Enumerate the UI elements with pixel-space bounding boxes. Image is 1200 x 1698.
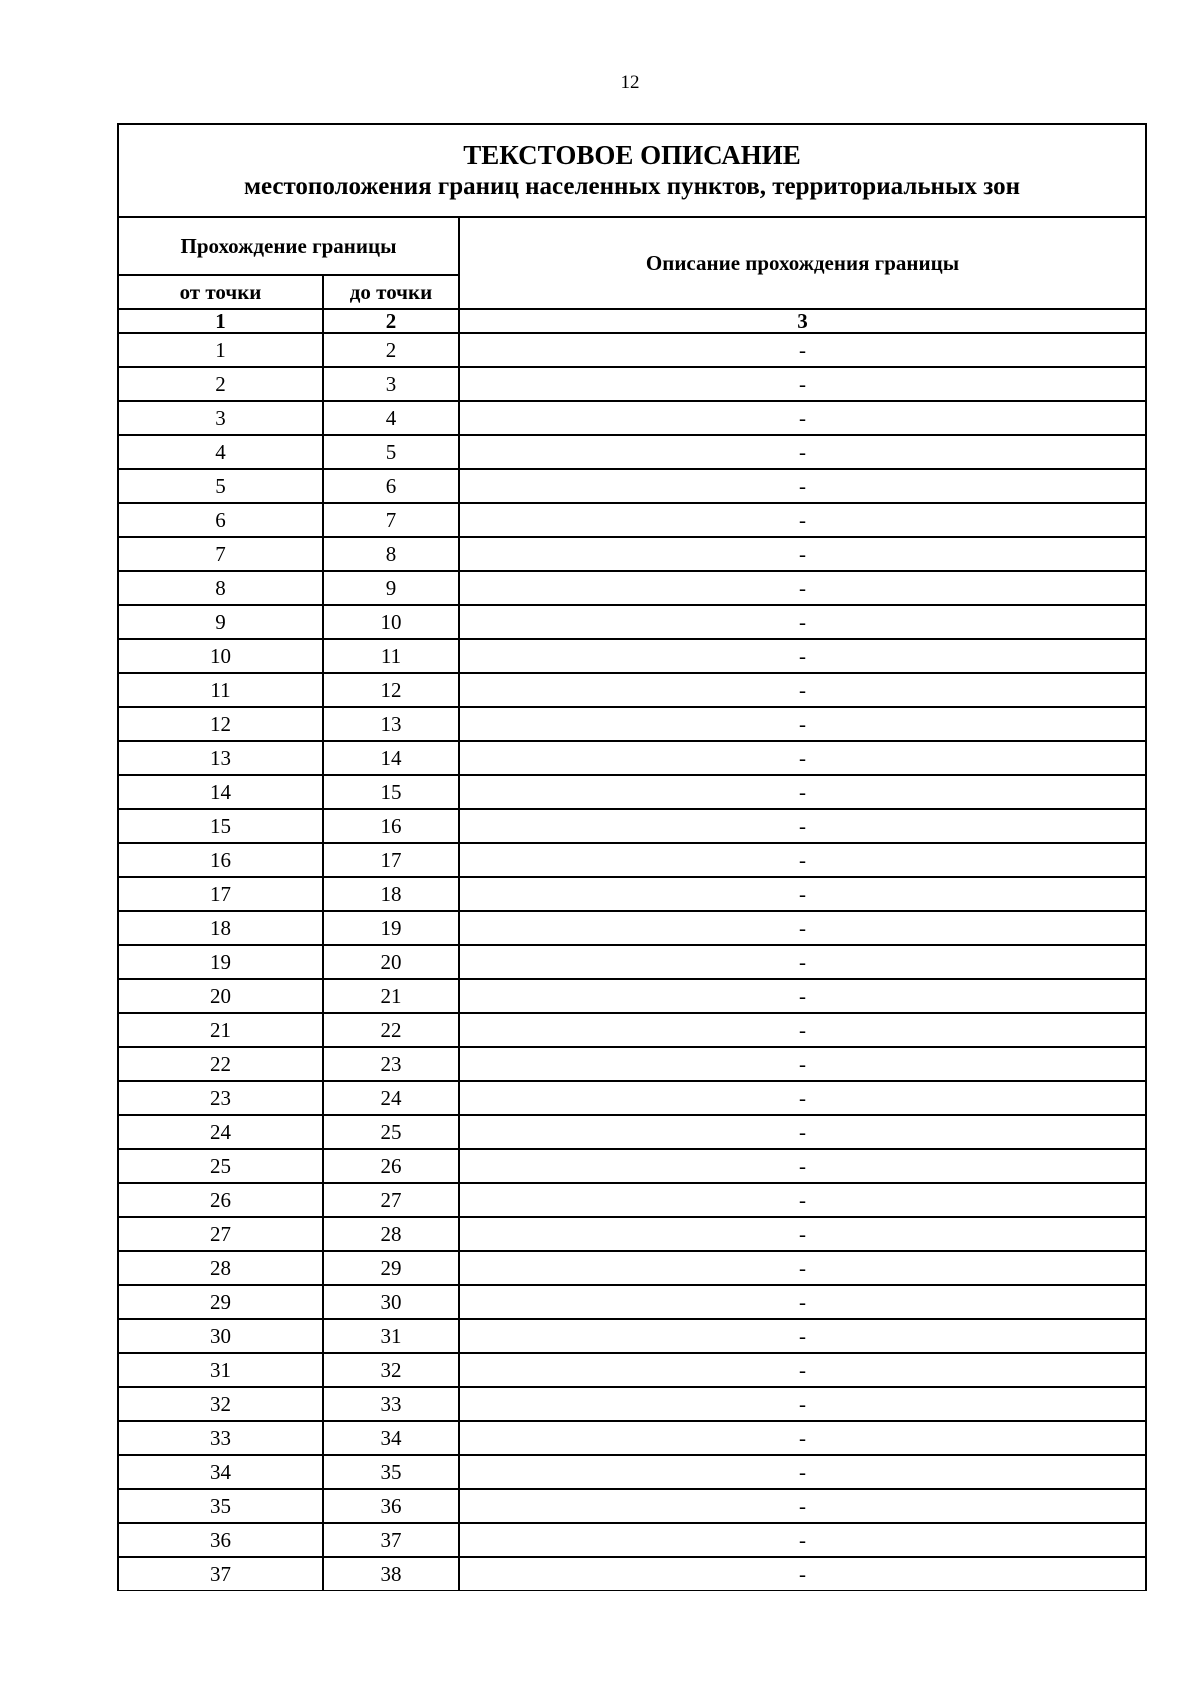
cell-to-point: 34 bbox=[323, 1421, 459, 1455]
cell-to-point: 35 bbox=[323, 1455, 459, 1489]
table-row bbox=[118, 741, 1146, 775]
cell-description: - bbox=[459, 1013, 1146, 1047]
table-row bbox=[118, 911, 1146, 945]
table-row bbox=[118, 1353, 1146, 1387]
table-row bbox=[118, 435, 1146, 469]
cell-description: - bbox=[459, 1421, 1146, 1455]
table-row bbox=[118, 1455, 1146, 1489]
cell-description: - bbox=[459, 1251, 1146, 1285]
cell-from-point: 13 bbox=[118, 741, 323, 775]
cell-to-point: 22 bbox=[323, 1013, 459, 1047]
cell-from-point: 9 bbox=[118, 605, 323, 639]
cell-to-point: 6 bbox=[323, 469, 459, 503]
cell-description: - bbox=[459, 435, 1146, 469]
cell-from-point: 33 bbox=[118, 1421, 323, 1455]
header-passage: Прохождение границы bbox=[118, 217, 459, 275]
page-number: 12 bbox=[620, 72, 640, 93]
cell-from-point: 29 bbox=[118, 1285, 323, 1319]
cell-from-point: 35 bbox=[118, 1489, 323, 1523]
table-title-line2: местоположения границ населенных пунктов, территориальных зон bbox=[243, 172, 1021, 200]
cell-to-point: 15 bbox=[323, 775, 459, 809]
cell-description: - bbox=[459, 1115, 1146, 1149]
cell-from-point: 2 bbox=[118, 367, 323, 401]
cell-from-point: 4 bbox=[118, 435, 323, 469]
header-row-top bbox=[118, 217, 1146, 275]
table-row bbox=[118, 877, 1146, 911]
cell-description: - bbox=[459, 537, 1146, 571]
table-row bbox=[118, 333, 1146, 367]
header-description: Описание прохождения границы bbox=[459, 217, 1146, 309]
cell-to-point: 36 bbox=[323, 1489, 459, 1523]
cell-from-point: 17 bbox=[118, 877, 323, 911]
cell-to-point: 24 bbox=[323, 1081, 459, 1115]
header-from: от точки bbox=[118, 275, 323, 309]
cell-to-point: 32 bbox=[323, 1353, 459, 1387]
cell-to-point: 3 bbox=[323, 367, 459, 401]
cell-description: - bbox=[459, 1217, 1146, 1251]
cell-from-point: 30 bbox=[118, 1319, 323, 1353]
cell-description: - bbox=[459, 707, 1146, 741]
cell-description: - bbox=[459, 877, 1146, 911]
cell-from-point: 19 bbox=[118, 945, 323, 979]
cell-description: - bbox=[459, 605, 1146, 639]
cell-to-point: 17 bbox=[323, 843, 459, 877]
table-row bbox=[118, 469, 1146, 503]
cell-from-point: 3 bbox=[118, 401, 323, 435]
table-row bbox=[118, 571, 1146, 605]
cell-to-point: 8 bbox=[323, 537, 459, 571]
boundary-description-table bbox=[117, 123, 1147, 1591]
column-number-3: 3 bbox=[459, 309, 1146, 333]
cell-description: - bbox=[459, 1523, 1146, 1557]
cell-description: - bbox=[459, 741, 1146, 775]
cell-from-point: 37 bbox=[118, 1557, 323, 1591]
table-row bbox=[118, 1489, 1146, 1523]
cell-to-point: 20 bbox=[323, 945, 459, 979]
cell-from-point: 20 bbox=[118, 979, 323, 1013]
cell-to-point: 10 bbox=[323, 605, 459, 639]
cell-from-point: 6 bbox=[118, 503, 323, 537]
cell-to-point: 33 bbox=[323, 1387, 459, 1421]
cell-from-point: 22 bbox=[118, 1047, 323, 1081]
cell-description: - bbox=[459, 1285, 1146, 1319]
cell-description: - bbox=[459, 1149, 1146, 1183]
table-row bbox=[118, 1557, 1146, 1591]
cell-to-point: 37 bbox=[323, 1523, 459, 1557]
cell-description: - bbox=[459, 367, 1146, 401]
table-row bbox=[118, 1149, 1146, 1183]
table-row bbox=[118, 843, 1146, 877]
table-row bbox=[118, 1285, 1146, 1319]
table-row bbox=[118, 503, 1146, 537]
cell-description: - bbox=[459, 469, 1146, 503]
cell-description: - bbox=[459, 1387, 1146, 1421]
cell-from-point: 12 bbox=[118, 707, 323, 741]
table-row bbox=[118, 945, 1146, 979]
table-title bbox=[118, 124, 1146, 217]
cell-from-point: 10 bbox=[118, 639, 323, 673]
cell-from-point: 21 bbox=[118, 1013, 323, 1047]
table-row bbox=[118, 1319, 1146, 1353]
table-row bbox=[118, 1387, 1146, 1421]
table-row bbox=[118, 1013, 1146, 1047]
cell-description: - bbox=[459, 843, 1146, 877]
cell-description: - bbox=[459, 945, 1146, 979]
table-row bbox=[118, 639, 1146, 673]
cell-to-point: 30 bbox=[323, 1285, 459, 1319]
cell-from-point: 28 bbox=[118, 1251, 323, 1285]
cell-description: - bbox=[459, 979, 1146, 1013]
table-row bbox=[118, 1251, 1146, 1285]
cell-to-point: 13 bbox=[323, 707, 459, 741]
cell-to-point: 14 bbox=[323, 741, 459, 775]
cell-description: - bbox=[459, 673, 1146, 707]
cell-from-point: 34 bbox=[118, 1455, 323, 1489]
table-row bbox=[118, 707, 1146, 741]
cell-to-point: 18 bbox=[323, 877, 459, 911]
table-title-line1: ТЕКСТОВОЕ ОПИСАНИЕ bbox=[463, 139, 801, 170]
cell-description: - bbox=[459, 911, 1146, 945]
cell-to-point: 11 bbox=[323, 639, 459, 673]
cell-to-point: 5 bbox=[323, 435, 459, 469]
table-row bbox=[118, 1217, 1146, 1251]
cell-from-point: 11 bbox=[118, 673, 323, 707]
cell-description: - bbox=[459, 401, 1146, 435]
cell-description: - bbox=[459, 1353, 1146, 1387]
cell-description: - bbox=[459, 775, 1146, 809]
cell-to-point: 4 bbox=[323, 401, 459, 435]
cell-to-point: 28 bbox=[323, 1217, 459, 1251]
cell-description: - bbox=[459, 1081, 1146, 1115]
cell-to-point: 23 bbox=[323, 1047, 459, 1081]
cell-from-point: 7 bbox=[118, 537, 323, 571]
cell-from-point: 25 bbox=[118, 1149, 323, 1183]
table-row bbox=[118, 401, 1146, 435]
table-title-row bbox=[118, 124, 1146, 217]
cell-description: - bbox=[459, 503, 1146, 537]
cell-from-point: 36 bbox=[118, 1523, 323, 1557]
header-to: до точки bbox=[323, 275, 459, 309]
cell-from-point: 14 bbox=[118, 775, 323, 809]
cell-to-point: 16 bbox=[323, 809, 459, 843]
table-row bbox=[118, 809, 1146, 843]
cell-description: - bbox=[459, 1319, 1146, 1353]
table-row bbox=[118, 367, 1146, 401]
cell-description: - bbox=[459, 639, 1146, 673]
cell-to-point: 38 bbox=[323, 1557, 459, 1591]
cell-description: - bbox=[459, 1455, 1146, 1489]
cell-to-point: 21 bbox=[323, 979, 459, 1013]
cell-from-point: 15 bbox=[118, 809, 323, 843]
cell-description: - bbox=[459, 1047, 1146, 1081]
table-row bbox=[118, 605, 1146, 639]
cell-to-point: 9 bbox=[323, 571, 459, 605]
cell-description: - bbox=[459, 571, 1146, 605]
cell-to-point: 19 bbox=[323, 911, 459, 945]
cell-to-point: 12 bbox=[323, 673, 459, 707]
cell-from-point: 26 bbox=[118, 1183, 323, 1217]
cell-from-point: 31 bbox=[118, 1353, 323, 1387]
cell-to-point: 27 bbox=[323, 1183, 459, 1217]
cell-from-point: 16 bbox=[118, 843, 323, 877]
cell-to-point: 26 bbox=[323, 1149, 459, 1183]
table-row bbox=[118, 1183, 1146, 1217]
cell-description: - bbox=[459, 1489, 1146, 1523]
cell-description: - bbox=[459, 809, 1146, 843]
cell-to-point: 25 bbox=[323, 1115, 459, 1149]
cell-from-point: 8 bbox=[118, 571, 323, 605]
table-row bbox=[118, 1047, 1146, 1081]
cell-to-point: 2 bbox=[323, 333, 459, 367]
cell-from-point: 1 bbox=[118, 333, 323, 367]
table-row bbox=[118, 1081, 1146, 1115]
table-row bbox=[118, 1421, 1146, 1455]
cell-from-point: 32 bbox=[118, 1387, 323, 1421]
cell-from-point: 5 bbox=[118, 469, 323, 503]
table-row bbox=[118, 1115, 1146, 1149]
cell-from-point: 27 bbox=[118, 1217, 323, 1251]
cell-to-point: 31 bbox=[323, 1319, 459, 1353]
cell-from-point: 24 bbox=[118, 1115, 323, 1149]
cell-description: - bbox=[459, 333, 1146, 367]
column-number-2: 2 bbox=[323, 309, 459, 333]
table-row bbox=[118, 537, 1146, 571]
table-row bbox=[118, 775, 1146, 809]
column-number-1: 1 bbox=[118, 309, 323, 333]
column-number-row bbox=[118, 309, 1146, 333]
cell-to-point: 29 bbox=[323, 1251, 459, 1285]
cell-description: - bbox=[459, 1183, 1146, 1217]
cell-from-point: 23 bbox=[118, 1081, 323, 1115]
cell-to-point: 7 bbox=[323, 503, 459, 537]
table-row bbox=[118, 673, 1146, 707]
cell-from-point: 18 bbox=[118, 911, 323, 945]
cell-description: - bbox=[459, 1557, 1146, 1591]
table-row bbox=[118, 979, 1146, 1013]
table-row bbox=[118, 1523, 1146, 1557]
